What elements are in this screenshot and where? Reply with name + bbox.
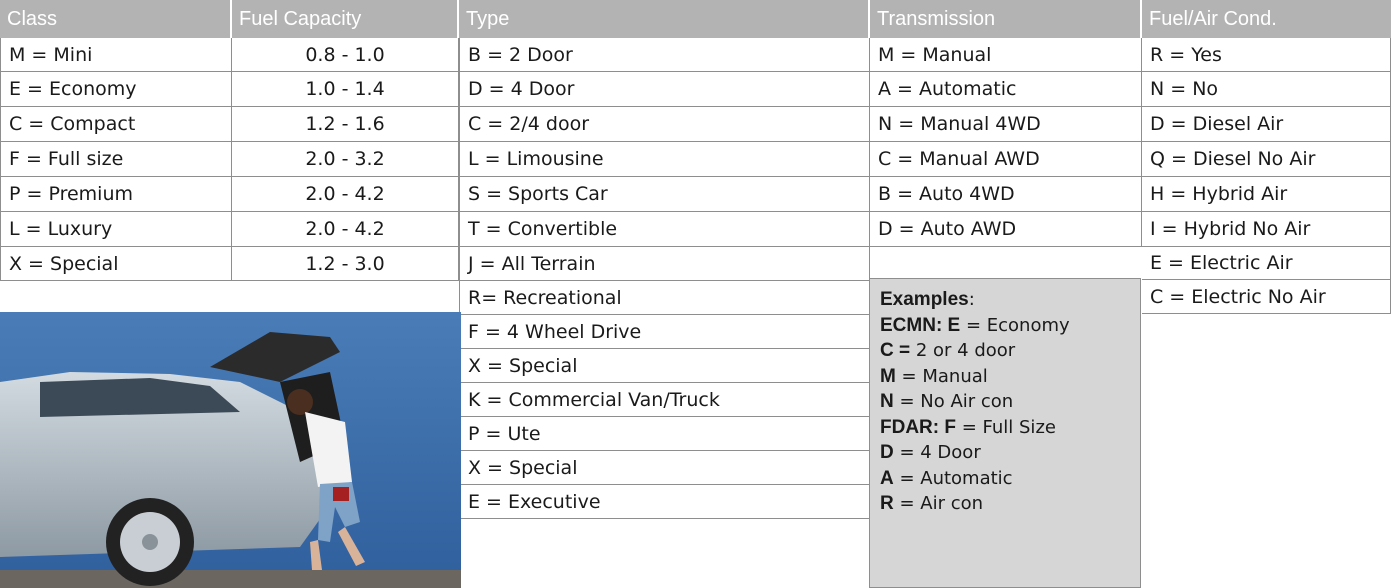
example-line	[880, 415, 1140, 441]
car-loading-photo	[0, 312, 461, 588]
fuel-air-cell: R = Yes	[1142, 38, 1391, 72]
class-cell: X = Special	[0, 247, 232, 281]
example-meaning: 2 or 4 door	[910, 340, 1016, 361]
fuel-air-cell: I = Hybrid No Air	[1142, 212, 1391, 247]
example-meaning: = 4 Door	[893, 442, 981, 463]
example-code: N	[880, 391, 894, 412]
fuel-capacity-cell: 1.0 - 1.4	[232, 72, 459, 107]
example-code: M	[880, 365, 896, 387]
type-cell: R= Recreational	[459, 281, 870, 315]
class-cell: F = Full size	[0, 142, 232, 177]
class-cell: C = Compact	[0, 107, 232, 142]
fuel-capacity-cell: 2.0 - 4.2	[232, 177, 459, 212]
example-line	[880, 338, 1140, 364]
class-cell: P = Premium	[0, 177, 232, 212]
examples-title	[880, 287, 1140, 313]
example-line	[880, 313, 1140, 339]
car-photo-illustration	[0, 312, 461, 588]
example-line	[880, 389, 1140, 415]
type-cell: J = All Terrain	[459, 247, 870, 281]
example-line	[880, 466, 1140, 492]
examples-lines	[880, 313, 1140, 517]
fuel-air-cell: H = Hybrid Air	[1142, 177, 1391, 212]
header-class: Class	[0, 0, 232, 38]
example-meaning: = Full Size	[955, 416, 1056, 438]
type-cell: X = Special	[459, 349, 870, 383]
header-fuel-air: Fuel/Air Cond.	[1142, 0, 1391, 38]
example-meaning: = Economy	[960, 314, 1070, 336]
example-meaning: = Manual	[895, 365, 988, 387]
example-meaning: = Air con	[893, 493, 984, 514]
transmission-cell: N = Manual 4WD	[870, 107, 1142, 142]
example-meaning: = Automatic	[893, 467, 1013, 489]
header-type: Type	[459, 0, 870, 38]
example-code: A	[880, 467, 894, 489]
fuel-capacity-cell: 0.8 - 1.0	[232, 38, 459, 72]
transmission-cell: A = Automatic	[870, 72, 1142, 107]
transmission-cell: M = Manual	[870, 38, 1142, 72]
fuel-air-cell: Q = Diesel No Air	[1142, 142, 1391, 177]
examples-title-text: Examples	[880, 289, 969, 310]
transmission-cell: C = Manual AWD	[870, 142, 1142, 177]
example-line	[880, 364, 1140, 390]
type-cell: T = Convertible	[459, 212, 870, 247]
type-cell: C = 2/4 door	[459, 107, 870, 142]
fuel-air-cell: E = Electric Air	[1142, 247, 1391, 280]
type-cell: E = Executive	[459, 485, 870, 519]
type-cell: L = Limousine	[459, 142, 870, 177]
example-code: ECMN: E	[880, 314, 961, 336]
type-cell: B = 2 Door	[459, 38, 870, 72]
class-cell: M = Mini	[0, 38, 232, 72]
example-line	[880, 491, 1140, 517]
fuel-capacity-cell: 2.0 - 4.2	[232, 212, 459, 247]
fuel-capacity-cell: 2.0 - 3.2	[232, 142, 459, 177]
type-cell: F = 4 Wheel Drive	[459, 315, 870, 349]
class-cell: L = Luxury	[0, 212, 232, 247]
type-cell: S = Sports Car	[459, 177, 870, 212]
fuel-air-cell: D = Diesel Air	[1142, 107, 1391, 142]
fuel-capacity-cell: 1.2 - 1.6	[232, 107, 459, 142]
example-code: C =	[880, 340, 911, 361]
example-line	[880, 440, 1140, 466]
fuel-air-cell: N = No	[1142, 72, 1391, 107]
example-code: FDAR: F	[880, 416, 956, 438]
fuel-capacity-cell: 1.2 - 3.0	[232, 247, 459, 281]
transmission-cell: D = Auto AWD	[870, 212, 1142, 247]
header-transmission: Transmission	[870, 0, 1142, 38]
examples-box	[869, 278, 1141, 588]
fuel-air-cell: C = Electric No Air	[1142, 280, 1391, 314]
class-cell: E = Economy	[0, 72, 232, 107]
example-code: R	[880, 493, 894, 514]
type-cell: D = 4 Door	[459, 72, 870, 107]
example-code: D	[880, 442, 894, 463]
transmission-cell: B = Auto 4WD	[870, 177, 1142, 212]
type-cell: X = Special	[459, 451, 870, 485]
examples-title-colon: :	[968, 289, 975, 310]
type-cell: P = Ute	[459, 417, 870, 451]
header-fuel-capacity: Fuel Capacity	[232, 0, 459, 38]
type-cell: K = Commercial Van/Truck	[459, 383, 870, 417]
example-meaning: = No Air con	[893, 391, 1014, 412]
